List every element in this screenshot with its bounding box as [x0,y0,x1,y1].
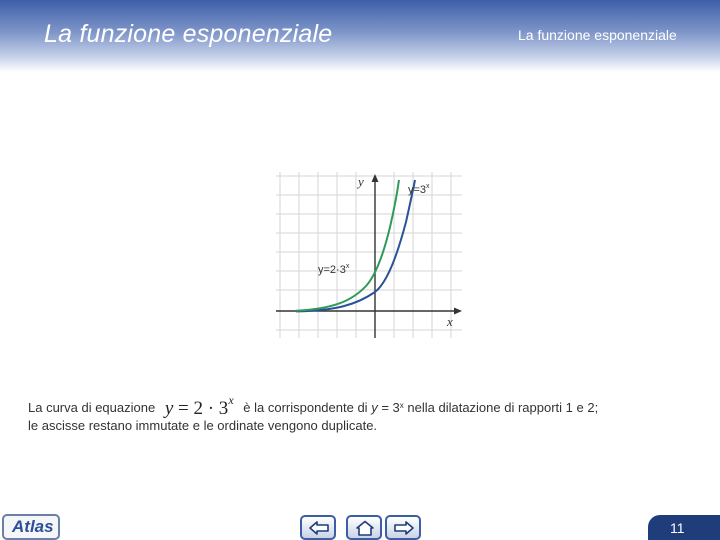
y-axis-arrow [372,174,379,182]
text-line2: le ascisse restano immutate e le ordinate vengono duplicate. [28,418,378,433]
explanation-text [28,392,708,434]
slide-subtitle: La funzione esponenziale [518,27,677,43]
curve-2-3x [296,180,399,311]
back-arrow-icon [308,520,330,536]
text-suffix: nella dilatazione di rapporti 1 e 2; [407,400,599,415]
slide-title: La funzione esponenziale [44,20,333,48]
prev-button[interactable] [300,515,336,540]
formula: $y = 2 \cdot 3^x$ [164,393,234,419]
text-y-var: y [371,400,378,415]
forward-arrow-icon [393,520,415,536]
text-exp-small: x [399,401,404,410]
x-axis-label: x [447,314,453,329]
home-icon [354,520,376,536]
curve-3x-label: $y=3^x$ [408,183,430,196]
x-axis-arrow [454,308,462,315]
grid [276,172,462,338]
text-prefix: La curva di equazione [28,400,156,415]
y-axis-label: y [358,174,364,189]
text-equals: = 3 [381,400,400,415]
curve-2-3x-label: $y=2\cdot 3^x$ [318,263,350,276]
next-button[interactable] [385,515,421,540]
exponential-graph [276,172,466,338]
slide-header [0,0,720,72]
text-mid: è la corrispondente di [243,400,368,415]
page-number-badge: 11 [648,515,720,540]
atlas-logo[interactable]: Atlas [2,514,60,540]
home-button[interactable] [346,515,382,540]
